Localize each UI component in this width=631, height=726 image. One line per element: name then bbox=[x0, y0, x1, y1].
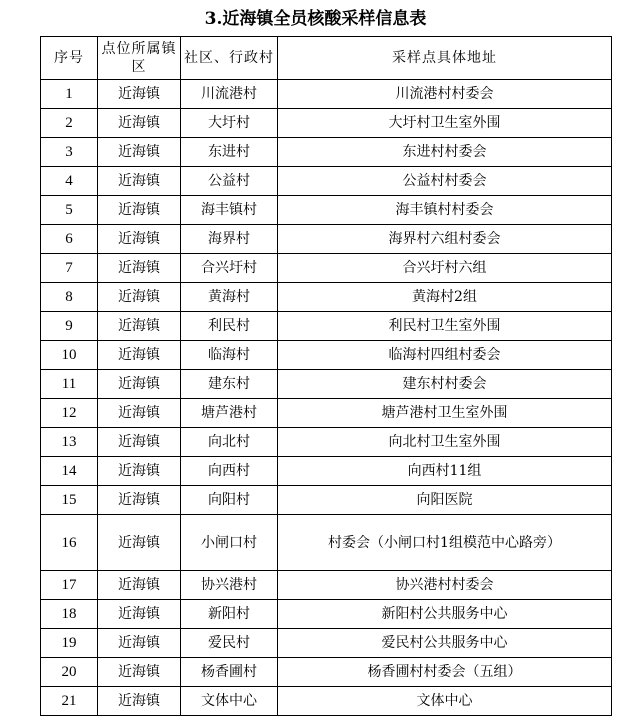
cell-address: 大圩村卫生室外围 bbox=[278, 109, 612, 138]
cell-serial: 14 bbox=[41, 457, 98, 486]
table-row bbox=[41, 399, 612, 428]
table-row bbox=[41, 196, 612, 225]
cell-village: 向西村 bbox=[181, 457, 278, 486]
cell-village: 新阳村 bbox=[181, 600, 278, 629]
cell-town: 近海镇 bbox=[98, 687, 181, 716]
table-row bbox=[41, 138, 612, 167]
cell-serial: 5 bbox=[41, 196, 98, 225]
table-row bbox=[41, 167, 612, 196]
cell-address: 黄海村2组 bbox=[278, 283, 612, 312]
cell-serial: 16 bbox=[41, 515, 98, 571]
cell-village: 向阳村 bbox=[181, 486, 278, 515]
cell-address: 公益村村委会 bbox=[278, 167, 612, 196]
cell-serial: 4 bbox=[41, 167, 98, 196]
header-address: 采样点具体地址 bbox=[278, 37, 612, 80]
cell-town: 近海镇 bbox=[98, 571, 181, 600]
table-row bbox=[41, 658, 612, 687]
cell-address: 爱民村公共服务中心 bbox=[278, 629, 612, 658]
cell-village: 杨香圃村 bbox=[181, 658, 278, 687]
table-row bbox=[41, 687, 612, 716]
cell-serial: 12 bbox=[41, 399, 98, 428]
cell-serial: 7 bbox=[41, 254, 98, 283]
cell-town: 近海镇 bbox=[98, 109, 181, 138]
cell-serial: 3 bbox=[41, 138, 98, 167]
cell-address: 文体中心 bbox=[278, 687, 612, 716]
cell-village: 协兴港村 bbox=[181, 571, 278, 600]
cell-village: 合兴圩村 bbox=[181, 254, 278, 283]
cell-address: 向西村11组 bbox=[278, 457, 612, 486]
cell-address: 临海村四组村委会 bbox=[278, 341, 612, 370]
table-row bbox=[41, 225, 612, 254]
table-row bbox=[41, 457, 612, 486]
header-serial: 序号 bbox=[41, 37, 98, 80]
cell-town: 近海镇 bbox=[98, 428, 181, 457]
table-body bbox=[41, 80, 612, 716]
table-row bbox=[41, 254, 612, 283]
cell-town: 近海镇 bbox=[98, 515, 181, 571]
cell-town: 近海镇 bbox=[98, 167, 181, 196]
cell-serial: 6 bbox=[41, 225, 98, 254]
cell-address: 利民村卫生室外围 bbox=[278, 312, 612, 341]
cell-village: 临海村 bbox=[181, 341, 278, 370]
cell-town: 近海镇 bbox=[98, 283, 181, 312]
cell-village: 海丰镇村 bbox=[181, 196, 278, 225]
table-row bbox=[41, 486, 612, 515]
cell-village: 黄海村 bbox=[181, 283, 278, 312]
table-row bbox=[41, 370, 612, 399]
cell-serial: 13 bbox=[41, 428, 98, 457]
cell-serial: 18 bbox=[41, 600, 98, 629]
cell-serial: 11 bbox=[41, 370, 98, 399]
cell-serial: 2 bbox=[41, 109, 98, 138]
cell-address: 新阳村公共服务中心 bbox=[278, 600, 612, 629]
cell-address: 村委会（小闸口村1组模范中心路旁） bbox=[278, 515, 612, 571]
cell-serial: 8 bbox=[41, 283, 98, 312]
table-row bbox=[41, 600, 612, 629]
cell-address: 塘芦港村卫生室外围 bbox=[278, 399, 612, 428]
cell-serial: 20 bbox=[41, 658, 98, 687]
cell-village: 小闸口村 bbox=[181, 515, 278, 571]
cell-address: 海界村六组村委会 bbox=[278, 225, 612, 254]
cell-village: 向北村 bbox=[181, 428, 278, 457]
cell-address: 协兴港村村委会 bbox=[278, 571, 612, 600]
cell-town: 近海镇 bbox=[98, 138, 181, 167]
cell-town: 近海镇 bbox=[98, 225, 181, 254]
sampling-info-table bbox=[40, 36, 612, 716]
cell-serial: 1 bbox=[41, 80, 98, 109]
cell-town: 近海镇 bbox=[98, 80, 181, 109]
cell-address: 向阳医院 bbox=[278, 486, 612, 515]
cell-serial: 19 bbox=[41, 629, 98, 658]
cell-town: 近海镇 bbox=[98, 629, 181, 658]
cell-village: 公益村 bbox=[181, 167, 278, 196]
cell-address: 合兴圩村六组 bbox=[278, 254, 612, 283]
cell-serial: 10 bbox=[41, 341, 98, 370]
table-row bbox=[41, 283, 612, 312]
cell-village: 川流港村 bbox=[181, 80, 278, 109]
cell-address: 川流港村村委会 bbox=[278, 80, 612, 109]
cell-village: 大圩村 bbox=[181, 109, 278, 138]
cell-town: 近海镇 bbox=[98, 457, 181, 486]
document-title: 3.近海镇全员核酸采样信息表 bbox=[204, 9, 427, 29]
cell-town: 近海镇 bbox=[98, 341, 181, 370]
table-row bbox=[41, 428, 612, 457]
cell-address: 建东村村委会 bbox=[278, 370, 612, 399]
header-town: 点位所属镇区 bbox=[98, 37, 181, 80]
table-row bbox=[41, 571, 612, 600]
cell-town: 近海镇 bbox=[98, 399, 181, 428]
cell-serial: 21 bbox=[41, 687, 98, 716]
cell-village: 海界村 bbox=[181, 225, 278, 254]
cell-village: 利民村 bbox=[181, 312, 278, 341]
cell-serial: 15 bbox=[41, 486, 98, 515]
cell-address: 海丰镇村村委会 bbox=[278, 196, 612, 225]
cell-address: 东进村村委会 bbox=[278, 138, 612, 167]
table-row bbox=[41, 515, 612, 571]
header-village: 社区、行政村 bbox=[181, 37, 278, 80]
cell-town: 近海镇 bbox=[98, 658, 181, 687]
cell-town: 近海镇 bbox=[98, 196, 181, 225]
cell-village: 塘芦港村 bbox=[181, 399, 278, 428]
cell-town: 近海镇 bbox=[98, 370, 181, 399]
table-header-row bbox=[41, 37, 612, 80]
table-row bbox=[41, 312, 612, 341]
cell-town: 近海镇 bbox=[98, 600, 181, 629]
table-row bbox=[41, 341, 612, 370]
cell-address: 杨香圃村村委会（五组） bbox=[278, 658, 612, 687]
cell-village: 建东村 bbox=[181, 370, 278, 399]
cell-town: 近海镇 bbox=[98, 312, 181, 341]
table-row bbox=[41, 629, 612, 658]
cell-village: 文体中心 bbox=[181, 687, 278, 716]
cell-serial: 9 bbox=[41, 312, 98, 341]
cell-address: 向北村卫生室外围 bbox=[278, 428, 612, 457]
table-row bbox=[41, 109, 612, 138]
table-row bbox=[41, 80, 612, 109]
cell-village: 东进村 bbox=[181, 138, 278, 167]
cell-village: 爱民村 bbox=[181, 629, 278, 658]
cell-town: 近海镇 bbox=[98, 254, 181, 283]
cell-town: 近海镇 bbox=[98, 486, 181, 515]
cell-serial: 17 bbox=[41, 571, 98, 600]
